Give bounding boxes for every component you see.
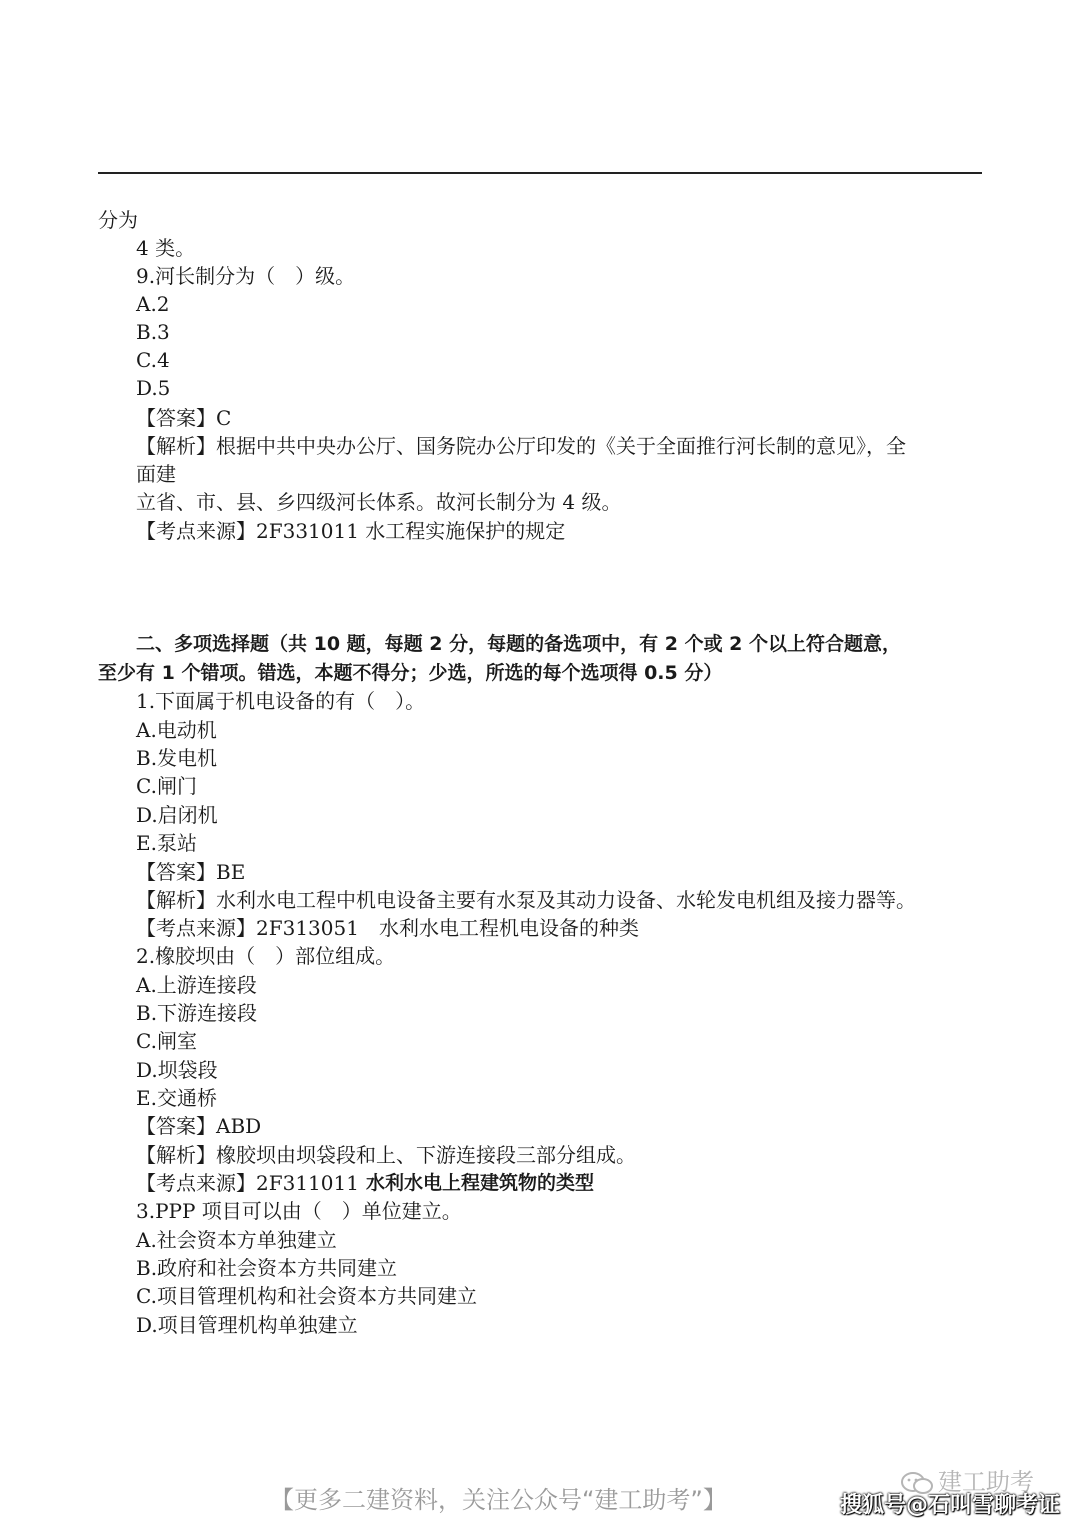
source-title: 水利水电上程建筑物的类型 xyxy=(366,1172,595,1194)
answer: 【答案】BE xyxy=(136,860,246,884)
answer: 【答案】ABD xyxy=(136,1114,262,1138)
question-3: 3.PPP 项目可以由（ ）单位建立。 xyxy=(136,1199,462,1223)
option-c: C.项目管理机构和社会资本方共同建立 xyxy=(136,1284,477,1308)
source: 【考点来源】2F331011 水工程实施保护的规定 xyxy=(136,519,566,543)
analysis: 【解析】根据中共中央办公厅、国务院办公厅印发的《关于全面推行河长制的意见》，全 xyxy=(136,434,906,458)
option-c: C.闸室 xyxy=(136,1029,197,1053)
option-a: A.2 xyxy=(136,292,170,316)
header-rule xyxy=(98,172,982,174)
option-a: A.上游连接段 xyxy=(136,973,257,997)
section-heading-cont: 至少有 1 个错项。错选，本题不得分；少选，所选的每个选项得 0.5 分） xyxy=(98,662,723,684)
source: 【考点来源】2F311011 xyxy=(136,1171,359,1195)
option-e: E.泵站 xyxy=(136,831,197,855)
option-b: B.3 xyxy=(136,320,170,344)
footer-promo: 【更多二建资料，关注公众号“建工助考”】 xyxy=(270,1486,727,1514)
option-d: D.5 xyxy=(136,376,171,400)
source: 【考点来源】2F313051 水利水电工程机电设备的种类 xyxy=(136,916,639,940)
text-line: 分为 xyxy=(98,208,138,232)
option-b: B.下游连接段 xyxy=(136,1001,258,1025)
analysis: 【解析】水利水电工程中机电设备主要有水泵及其动力设备、水轮发电机组及接力器等。 xyxy=(136,888,916,912)
option-d: D.坝袋段 xyxy=(136,1058,218,1082)
option-d: D.项目管理机构单独建立 xyxy=(136,1313,358,1337)
option-a: A.电动机 xyxy=(136,718,217,742)
watermark-account: 建工助考 xyxy=(938,1468,1034,1496)
option-b: B.政府和社会资本方共同建立 xyxy=(136,1256,398,1280)
sohu-watermark: 搜狐号@石叫雪聊考证 xyxy=(840,1493,1061,1518)
answer: 【答案】C xyxy=(136,406,232,430)
section-heading: 二、多项选择题（共 10 题，每题 2 分，每题的备选项中，有 2 个或 2 个以上符合题意， xyxy=(136,633,902,655)
option-d: D.启闭机 xyxy=(136,803,218,827)
option-e: E.交通桥 xyxy=(136,1086,217,1110)
option-c: C.闸门 xyxy=(136,774,197,798)
question-2: 2.橡胶坝由（ ）部位组成。 xyxy=(136,944,396,968)
question-9: 9.河长制分为（ ）级。 xyxy=(136,264,356,288)
analysis-cont: 立省、市、县、乡四级河长体系。故河长制分为 4 级。 xyxy=(136,490,622,514)
analysis: 【解析】橡胶坝由坝袋段和上、下游连接段三部分组成。 xyxy=(136,1143,636,1167)
option-b: B.发电机 xyxy=(136,746,218,770)
option-c: C.4 xyxy=(136,348,170,372)
text-line: 4 类。 xyxy=(136,236,196,260)
analysis-cont: 面建 xyxy=(136,462,176,486)
question-1: 1.下面属于机电设备的有（ ）。 xyxy=(136,689,426,713)
option-a: A.社会资本方单独建立 xyxy=(136,1228,337,1252)
